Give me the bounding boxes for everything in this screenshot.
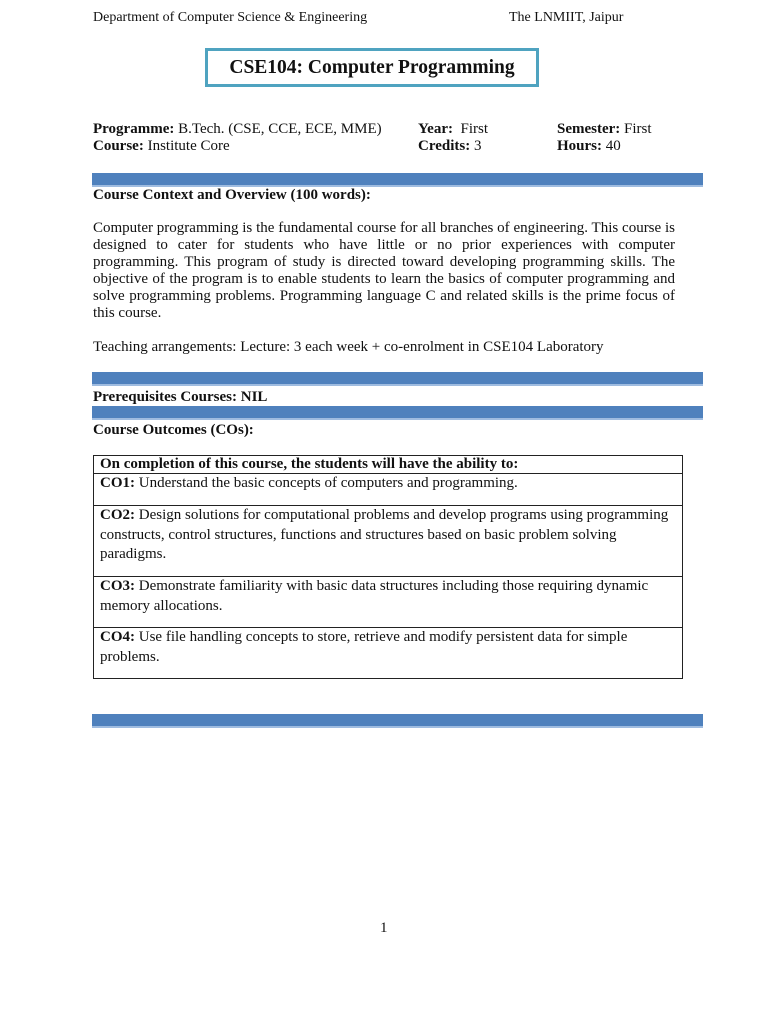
table-header-text: On completion of this course, the students will have the ability to:: [100, 456, 519, 472]
table-row: [94, 628, 682, 679]
programme-line: [93, 121, 382, 138]
year-line: [418, 121, 488, 138]
prerequisites-heading: Prerequisites Courses: NIL: [93, 389, 268, 405]
credits-value: 3: [473, 138, 482, 154]
co-text: Demonstrate familiarity with basic data structures including those requiring dynamic memory allocations.: [100, 578, 649, 614]
programme-value: B.Tech. (CSE, CCE, ECE, MME): [178, 121, 382, 137]
hours-label: Hours:: [557, 138, 602, 154]
course-label: Course:: [93, 138, 144, 154]
co-code: CO1:: [100, 475, 135, 491]
year-label: Year:: [418, 121, 453, 137]
hours-line: [557, 138, 621, 155]
section-divider-band: [92, 406, 703, 420]
table-header-row: [94, 456, 682, 474]
programme-label: Programme:: [93, 121, 175, 137]
co-code: CO2:: [100, 507, 135, 523]
section-divider-band: [92, 173, 703, 187]
credits-label: Credits:: [418, 138, 471, 154]
table-row: [94, 506, 682, 577]
section-divider-band: [92, 372, 703, 386]
co-code: CO3:: [100, 578, 135, 594]
outcomes-heading: Course Outcomes (COs):: [93, 422, 254, 438]
overview-paragraph: Computer programming is the fundamental course for all branches of engineering. This course is designed to cater for students who have little or no prior experiences with computer programming. This program of study is directed toward developing programming skills. The objective of the program is to enable students to learn the basics of computer programming and solve programming problems. Programming language C and related skills is the prime focus of this course.: [93, 220, 675, 321]
course-value: Institute Core: [147, 138, 230, 154]
course-line: [93, 138, 230, 155]
course-title-box: [205, 48, 539, 87]
co-item: [100, 506, 676, 565]
table-row: [94, 474, 682, 506]
table-row: [94, 577, 682, 628]
section-divider-band: [92, 714, 703, 728]
credits-line: [418, 138, 481, 155]
institute-header: The LNMIIT, Jaipur: [509, 10, 624, 25]
course-title: CSE104: Computer Programming: [229, 56, 515, 78]
co-item: [100, 577, 676, 616]
semester-value: First: [624, 121, 652, 137]
co-text: Understand the basic concepts of computers and programming.: [138, 475, 518, 491]
overview-heading: Course Context and Overview (100 words):: [93, 187, 371, 203]
co-text: Design solutions for computational problems and develop programs using programming constructs, control structures, functions and structures based on basic problem solving paradigms.: [100, 507, 669, 562]
course-outcomes-table: [93, 455, 683, 679]
semester-label: Semester:: [557, 121, 621, 137]
hours-value: 40: [605, 138, 621, 154]
co-code: CO4:: [100, 629, 135, 645]
year-value: First: [460, 121, 488, 137]
co-text: Use file handling concepts to store, retrieve and modify persistent data for simple problems.: [100, 629, 628, 665]
co-item: [100, 474, 676, 494]
semester-line: [557, 121, 652, 138]
co-item: [100, 628, 676, 667]
teaching-arrangements: Teaching arrangements: Lecture: 3 each week + co-enrolment in CSE104 Laboratory: [93, 339, 604, 355]
department-header: Department of Computer Science & Engineering: [93, 10, 368, 25]
page-number: 1: [380, 920, 388, 936]
